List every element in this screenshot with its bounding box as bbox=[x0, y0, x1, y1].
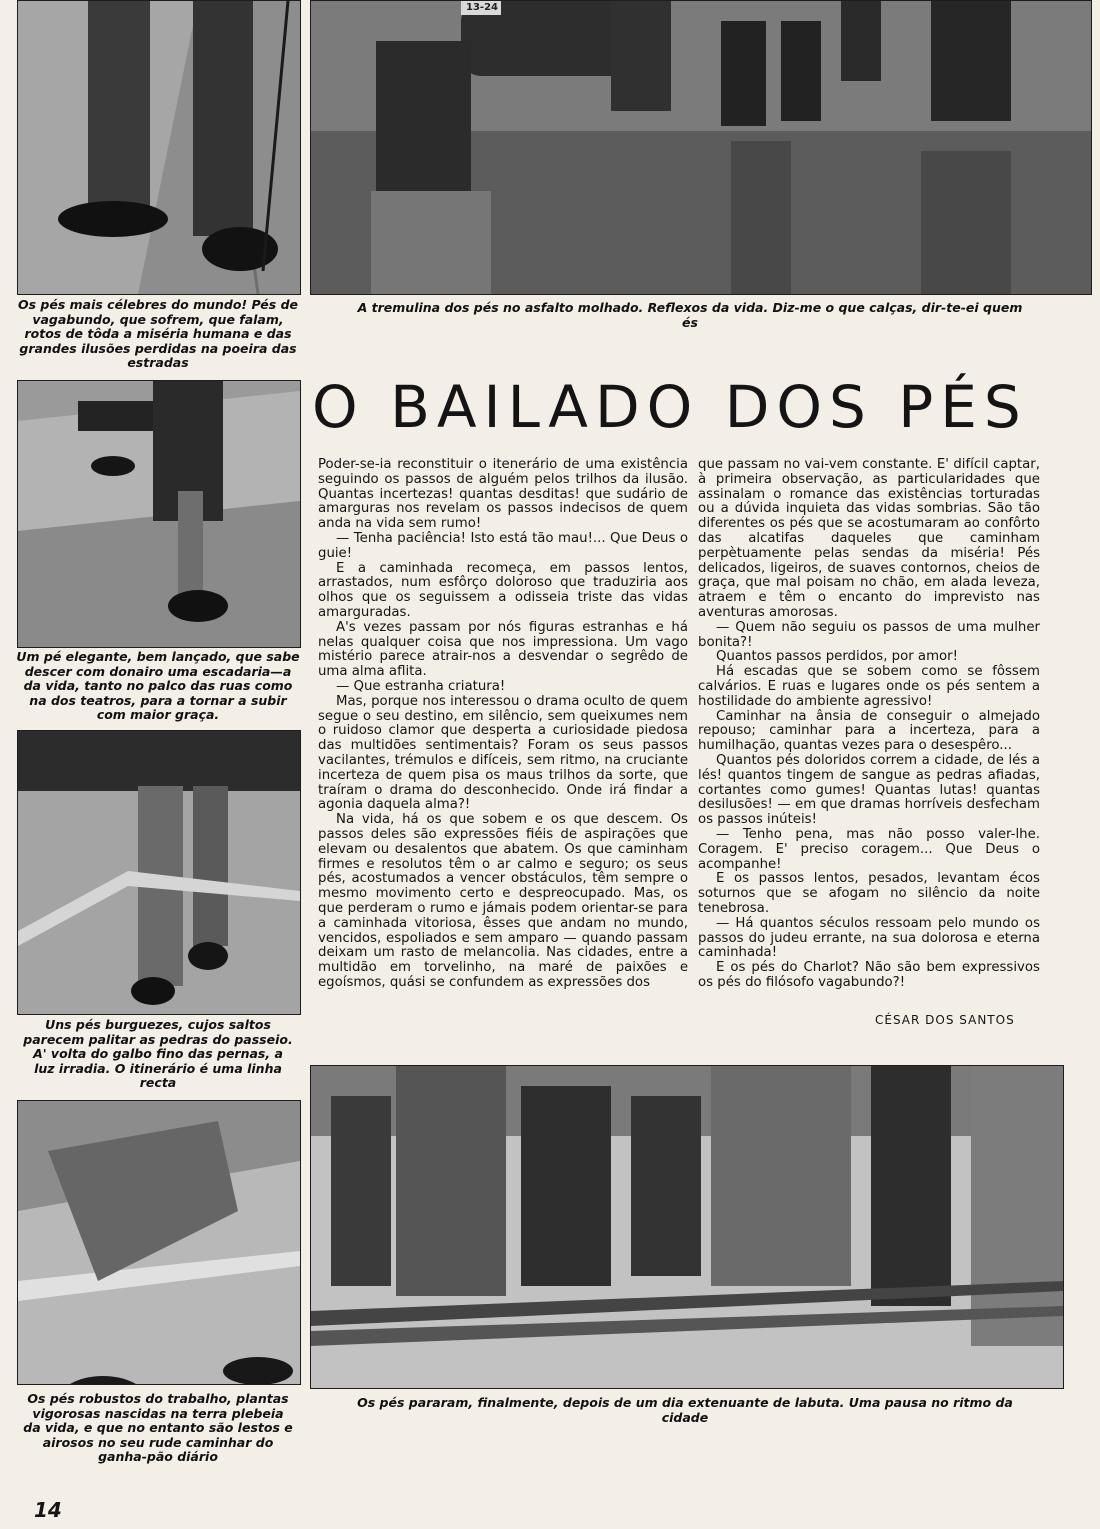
article-column-2 bbox=[698, 458, 1040, 1013]
article-title: O BAILADO DOS PÉS bbox=[312, 373, 1028, 441]
caption-vagabond-feet: Os pés mais célebres do mundo! Pés de vagabundo, que sofrem, que falam, rotos de tôda a miséria humana e das grandes ilusões perdidas na poeira das estradas bbox=[17, 297, 299, 370]
caption-robust-working-feet: Os pés robustos do trabalho, plantas vigorosas nascidas na terra plebeia da vida, e que no entanto são lestos e airosos no seu rude caminhar do ganha-pão diário bbox=[23, 1391, 293, 1464]
photo-elegant-foot-stairs bbox=[17, 380, 301, 648]
paragraph: — Há quantos séculos ressoam pelo mundo os passos do judeu errante, na sua dolorosa e eterna caminhada! bbox=[698, 915, 1040, 961]
caption-bourgeois-feet: Uns pés burguezes, cujos saltos parecem palitar as pedras do passeio. A' volta do galbo fino das pernas, a luz irradia. O itinerário é uma linha recta bbox=[23, 1017, 293, 1090]
photo-wet-asphalt bbox=[310, 0, 1092, 295]
license-plate: 13-24 bbox=[466, 2, 498, 13]
paragraph: — Tenho pena, mas não posso valer-lhe. Coragem. E' preciso coragem... Que Deus o acompanhe! bbox=[698, 826, 1040, 872]
paragraph: Poder-se-ia reconstituir o itenerário de uma existência seguindo os passos de alguém pelos trilhos da ilusão. Quantas incertezas! quantas desditas! que sudário de amarguras nos revelam os passos indecisos de quem anda na vida sem rumo! bbox=[318, 457, 688, 532]
paragraph: Há escadas que se sobem como se fôssem calvários. E ruas e lugares onde os pés sentem a hostilidade do ambiente agressivo! bbox=[698, 664, 1040, 709]
caption-wet-asphalt: A tremulina dos pés no asfalto molhado. Reflexos da vida. Diz-me o que calças, dir-te-ei quem és bbox=[357, 300, 1023, 330]
article-column-1 bbox=[318, 458, 688, 1033]
paragraph: — Que estranha criatura! bbox=[336, 678, 506, 694]
paragraph: que passam no vai-vem constante. E' difícil captar, à primeira observação, as particularidades que assinalam o romance das existências torturadas ou a dúvida inquieta das vidas sombrias. São tão diferentes os pés que se acostumaram ao confôrto das alcatifas daqueles que caminham perpètuamente pelas sendas da miséria! Pés delicados, ligeiros, de suaves contornos, cheios de graça, que mal poisam no chão, em alada leveza, atraem e têm o encanto do imprevisto nas aventuras amorosas. bbox=[698, 457, 1040, 620]
paragraph: E os passos lentos, pesados, levantam écos soturnos que se afogam no silêncio da noite tenebrosa. bbox=[698, 871, 1040, 916]
paragraph: Quantos pés doloridos correm a cidade, de lés a lés! quantos tingem de sangue as pedras afiadas, cortantes como gumes! Quantas lutas! quantas desilusões! — em que dramas horríveis desfecham os passos inúteis! bbox=[698, 752, 1040, 828]
photo-robust-working-feet bbox=[17, 1100, 301, 1385]
paragraph: A's vezes passam por nós figuras estranhas e há nelas qualquer coisa que nos impressiona. Um vago mistério parece atrair-nos a desvendar o segrêdo de uma alma aflita. bbox=[318, 619, 688, 680]
paragraph: E a caminhada recomeça, em passos lentos, arrastados, num esfôrço doloroso que traduziria aos olhos que os seguissem a odisseia triste das vidas amarguradas. bbox=[318, 560, 688, 620]
paragraph: Quantos passos perdidos, por amor! bbox=[716, 649, 958, 665]
paragraph: — Tenha paciência! Isto está tão mau!... Que Deus o guie! bbox=[318, 530, 688, 561]
paragraph: Caminhar na ânsia de conseguir o almejado repouso; caminhar para a incerteza, para a humilhação, quantas vezes para o desespêro... bbox=[698, 708, 1040, 754]
photo-bourgeois-feet bbox=[17, 730, 301, 1015]
page-number: 14 bbox=[34, 1498, 62, 1522]
paragraph: Na vida, há os que sobem e os que descem. Os passos deles são expressões fiéis de aspirações que elevam ou desalentos que abatem. Os que caminham firmes e resolutos têm o ar calmo e seguro; os seus pés, acostumados a vencer obstáculos, têm sempre o mesmo movimento certo e despreocupado. Mas, os que perderam o rumo e jámais podem orientar-se para a caminhada vitoriosa, êsses que andam no mundo, vencidos, espoliados e sem amparo — quando passam deixam um rasto de melancolia. Nas cidades, entre a multidão em torvelinho, na maré de paixões e egoísmos, quási se confundem as expressões dos bbox=[318, 812, 688, 990]
caption-paused-crowd: Os pés pararam, finalmente, depois de um dia extenuante de labuta. Uma pausa no ritmo da cidade bbox=[357, 1395, 1013, 1425]
paragraph: E os pés do Charlot? Não são bem expressivos os pés do filósofo vagabundo?! bbox=[698, 960, 1040, 990]
paragraph: Mas, porque nos interessou o drama oculto de quem segue o seu destino, em silêncio, sem queixumes nem o ruidoso clamor que desperta a curiosidade piedosa das multidões sentimentais? Foram os seus passos vacilantes, trémulos e difíceis, sem ritmo, na cruciante incerteza de quem pisa os maus trilhos da sorte, que traíram o drama do desconhecido. Onde irá findar a agonia daquela alma?! bbox=[318, 693, 688, 813]
caption-elegant-foot: Um pé elegante, bem lançado, que sabe descer com donairo uma escadaria—a da vida, tanto no palco das ruas como na dos teatros, para a tornar a subir com maior graça. bbox=[16, 649, 300, 722]
paragraph: — Quem não seguiu os passos de uma mulher bonita?! bbox=[698, 619, 1040, 650]
author-signature: CÉSAR DOS SANTOS bbox=[875, 1013, 1015, 1027]
photo-paused-crowd bbox=[310, 1065, 1064, 1389]
photo-vagabond-feet bbox=[17, 0, 301, 295]
